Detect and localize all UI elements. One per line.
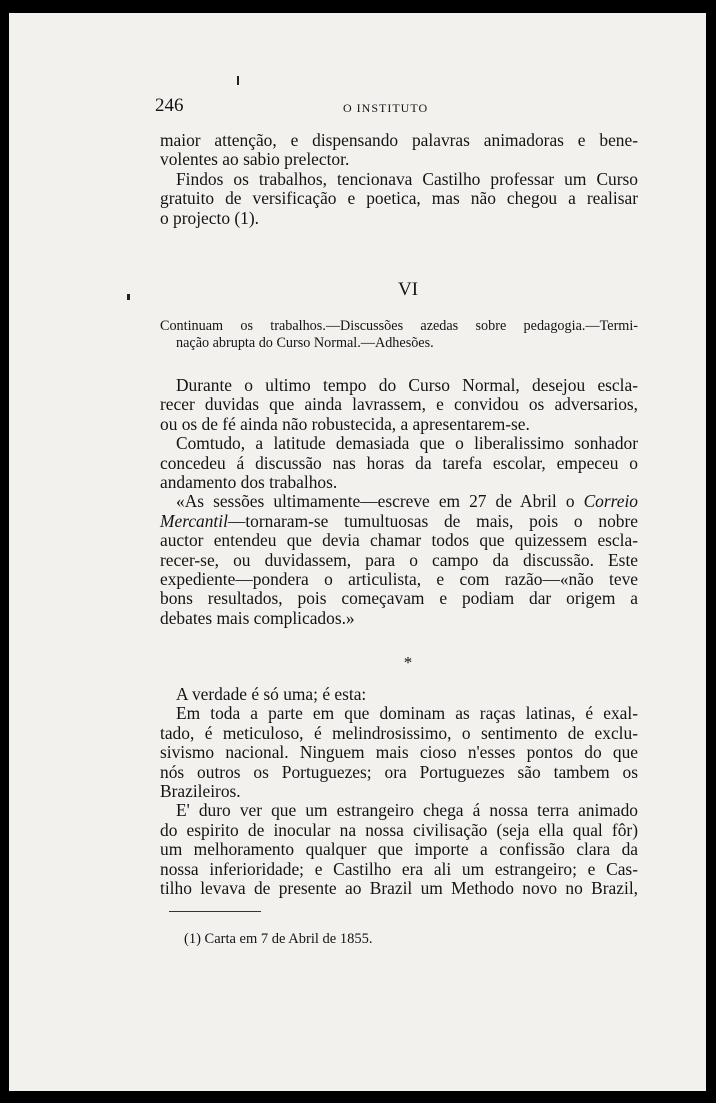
italic-title: Correio: [583, 491, 638, 512]
book-page: [9, 13, 706, 1091]
text-line: A verdade é só uma; é esta:: [176, 684, 367, 704]
paragraph-block-1: [160, 131, 638, 228]
text-line: o projecto (1).: [160, 207, 259, 228]
text-span: «As sessões ultimamente—escreve em 27 de Abril o: [176, 491, 584, 512]
text-line: gratuito de versificação e poetica, mas não chegou a realisar: [160, 188, 638, 209]
text-line: volentes ao sabio prelector.: [160, 149, 350, 170]
text-line: tado, é meticuloso, é melindrosissimo, o sentimento de exclu-: [160, 722, 638, 743]
text-line: E' duro ver que um estrangeiro chega á nossa terra animado: [176, 800, 638, 821]
text-line: expediente—pondera o articulista, e com razão—«não teve: [160, 569, 638, 590]
text-line: concedeu á discussão nas horas da tarefa escolar, empeceu o: [160, 452, 638, 473]
text-line: [160, 512, 638, 531]
text-span: —tornaram-se tumultuosas de mais, pois o nobre: [227, 510, 638, 531]
running-title: O INSTITUTO: [343, 101, 429, 115]
italic-title: Mercantil: [160, 510, 228, 531]
section-separator: *: [403, 653, 413, 672]
text-line: Brazileiros.: [160, 781, 241, 802]
footnote: (1) Carta em 7 de Abril de 1855.: [184, 931, 373, 947]
text-line: maior attenção, e dispensando palavras animadoras e bene-: [160, 130, 638, 150]
footnote-rule: [169, 911, 261, 912]
text-line: Durante o ultimo tempo do Curso Normal, desejou escla-: [176, 375, 638, 395]
text-line: andamento dos trabalhos.: [160, 472, 338, 493]
text-line: [160, 492, 638, 511]
text-line: bons resultados, pois começavam e podiam dar origem a: [160, 588, 638, 609]
text-line: auctor entendeu que devia chamar todos que quizessem escla-: [160, 530, 638, 551]
text-line: recer-se, ou duvidassem, para o campo da discussão. Este: [160, 549, 638, 570]
text-line: nossa inferioridade; e Castilho era ali um estrangeiro; e Cas-: [160, 858, 638, 879]
summary-line: nação abrupta do Curso Normal.—Adhesões.: [176, 334, 434, 351]
page-number: 246: [155, 95, 184, 116]
summary-line: Continuam os trabalhos.—Discussões azedas sobre pedagogia.—Termi-: [160, 318, 638, 334]
text-line: um melhoramento qualquer que importe a confissão clara da: [160, 839, 638, 860]
text-line: tilho levava de presente ao Brazil um Methodo novo no Brazil,: [160, 878, 638, 899]
text-line: nós outros os Portuguezes; ora Portuguezes são tambem os: [160, 761, 638, 782]
paragraph-block-3: [160, 685, 638, 898]
text-line: Comtudo, a latitude demasiada que o liberalissimo sonhador: [176, 433, 638, 454]
chapter-heading: VI: [397, 279, 419, 300]
text-line: sivismo nacional. Ninguem mais cioso n'esses pontos do que: [160, 742, 638, 763]
chapter-summary: [160, 318, 638, 351]
print-speck: [237, 76, 239, 85]
text-line: Em toda a parte em que dominam as raças latinas, é exal-: [176, 703, 638, 724]
paragraph-block-2: [160, 376, 638, 628]
text-line: recer duvidas que ainda lavrassem, e convidou os adversarios,: [160, 394, 638, 415]
print-speck: [127, 294, 130, 300]
text-line: Findos os trabalhos, tencionava Castilho professar um Curso: [176, 168, 638, 189]
text-line: debates mais complicados.»: [160, 607, 355, 628]
text-line: do espirito de inocular na nossa civilisação (seja ella qual fôr): [160, 819, 638, 840]
text-line: ou os de fé ainda não robustecida, a apresentarem-se.: [160, 413, 530, 434]
